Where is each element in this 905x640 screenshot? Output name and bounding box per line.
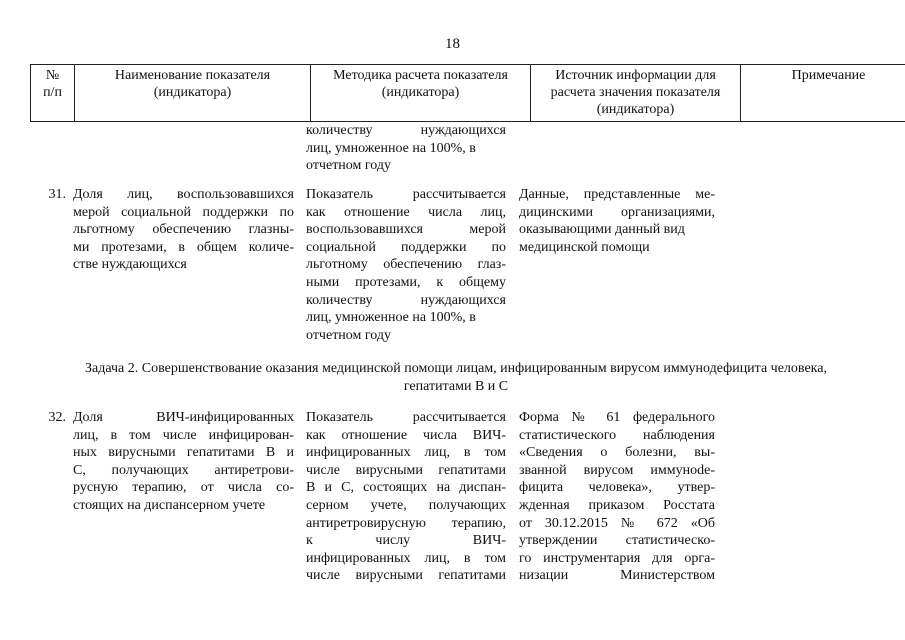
text-line: статистического наблюдения xyxy=(519,427,715,443)
table-header xyxy=(30,64,905,122)
text-line: ных вирусными гепатитами В и xyxy=(73,445,294,461)
row-31-source xyxy=(519,186,715,256)
text-line: медицинской помощи xyxy=(519,239,650,255)
text-line: В и С, состоящих на диспан- xyxy=(306,480,506,496)
text-line: мерой социальной поддержки по xyxy=(73,204,294,220)
row-31-number: 31. xyxy=(48,187,66,202)
text-line: Доля лиц, воспользовавшихся xyxy=(73,187,294,202)
header-text: (индикатора) xyxy=(381,85,460,100)
text-line: инфицированных лиц, в том xyxy=(306,445,506,461)
header-text: Наименование показателя xyxy=(114,68,271,83)
text-line: отчетном году xyxy=(306,327,392,343)
header-col-note xyxy=(741,65,905,122)
text-line: Форма № 61 федерального xyxy=(519,410,715,425)
row-31-method xyxy=(306,186,506,344)
text-line: воспользовавшихся мерой xyxy=(306,222,506,238)
text-line: дицинскими организациями, xyxy=(519,204,715,220)
header-col-number xyxy=(31,65,75,122)
row-32-name xyxy=(73,409,294,515)
row-32-source xyxy=(519,409,715,585)
text-line: стве нуждающихся xyxy=(73,257,187,273)
text-line: ными протезами, к общему xyxy=(306,274,506,290)
header-col-method xyxy=(311,65,531,122)
header-text: расчета значения показателя xyxy=(550,85,721,100)
text-line: льготному обеспечению глазны- xyxy=(73,222,294,238)
header-text: Методика расчета показателя xyxy=(333,68,508,83)
row-32-number: 32. xyxy=(48,410,66,425)
header-text: Источник информации для xyxy=(555,68,716,83)
text-line: лиц, умноженное на 100%, в xyxy=(306,310,476,326)
text-line: званной вирусом иммунode- xyxy=(519,462,715,478)
text-line: гепатитами В и С xyxy=(403,378,509,394)
text-line: низации Министерством xyxy=(519,568,715,584)
header-text: п/п xyxy=(43,85,62,100)
text-line: С, получающих антиретрови- xyxy=(73,462,294,478)
text-line: Доля ВИЧ-инфицированных xyxy=(73,410,294,425)
text-line: стоящих на диспансерном учете xyxy=(73,497,266,513)
text-line: отчетном году xyxy=(306,158,392,174)
header-text: (индикатора) xyxy=(153,85,232,100)
text-line: от 30.12.2015 № 672 «Об xyxy=(519,515,715,531)
text-line: «Сведения о болезни, вы- xyxy=(519,445,715,461)
text-line: к числу ВИЧ- xyxy=(306,533,506,549)
text-line: жденная приказом Росстата xyxy=(519,497,715,513)
text-line: русную терапию, от числа со- xyxy=(73,480,294,496)
text-line: антиретровирусную терапию, xyxy=(306,515,506,531)
text-line: оказывающими данный вид xyxy=(519,222,685,238)
text-line: количеству нуждающихся xyxy=(306,292,506,308)
continuation-method xyxy=(306,122,506,175)
header-col-name xyxy=(75,65,311,122)
text-line: как отношение числа ВИЧ- xyxy=(306,427,506,443)
page-number: 18 xyxy=(445,36,460,52)
text-line: Показатель рассчитывается xyxy=(306,187,506,202)
row-31-name xyxy=(73,186,294,274)
text-line: лиц, в том числе инфицирован- xyxy=(73,427,294,443)
text-line: го инструментария для орга- xyxy=(519,550,715,566)
text-line: Задача 2. Совершенствование оказания медицинской помощи лицам, инфицированным вирусом иммунодефицита человека, xyxy=(85,361,827,376)
text-line: лиц, умноженное на 100%, в xyxy=(306,140,476,156)
task-2-heading xyxy=(40,360,872,395)
row-32-method xyxy=(306,409,506,585)
text-line: как отношение числа лиц, xyxy=(306,204,506,220)
text-line: Данные, представленные ме- xyxy=(519,187,715,202)
header-text: № xyxy=(45,68,60,83)
text-line: инфицированных лиц, в том xyxy=(306,550,506,566)
text-line: числе вирусными гепатитами xyxy=(306,568,506,584)
text-line: серном учете, получающих xyxy=(306,497,506,513)
text-line: числе вирусными гепатитами xyxy=(306,462,506,478)
header-text: (индикатора) xyxy=(596,102,675,117)
text-line: Показатель рассчитывается xyxy=(306,410,506,425)
text-line: фицита человека», утвер- xyxy=(519,480,715,496)
text-line: льготному обеспечению глаз- xyxy=(306,257,506,273)
header-col-source xyxy=(531,65,741,122)
text-line: ми протезами, в общем количе- xyxy=(73,239,294,255)
text-line: социальной поддержки по xyxy=(306,239,506,255)
text-line: количеству нуждающихся xyxy=(306,123,506,138)
text-line: утверждении статистическо- xyxy=(519,533,715,549)
header-text: Примечание xyxy=(791,68,866,83)
